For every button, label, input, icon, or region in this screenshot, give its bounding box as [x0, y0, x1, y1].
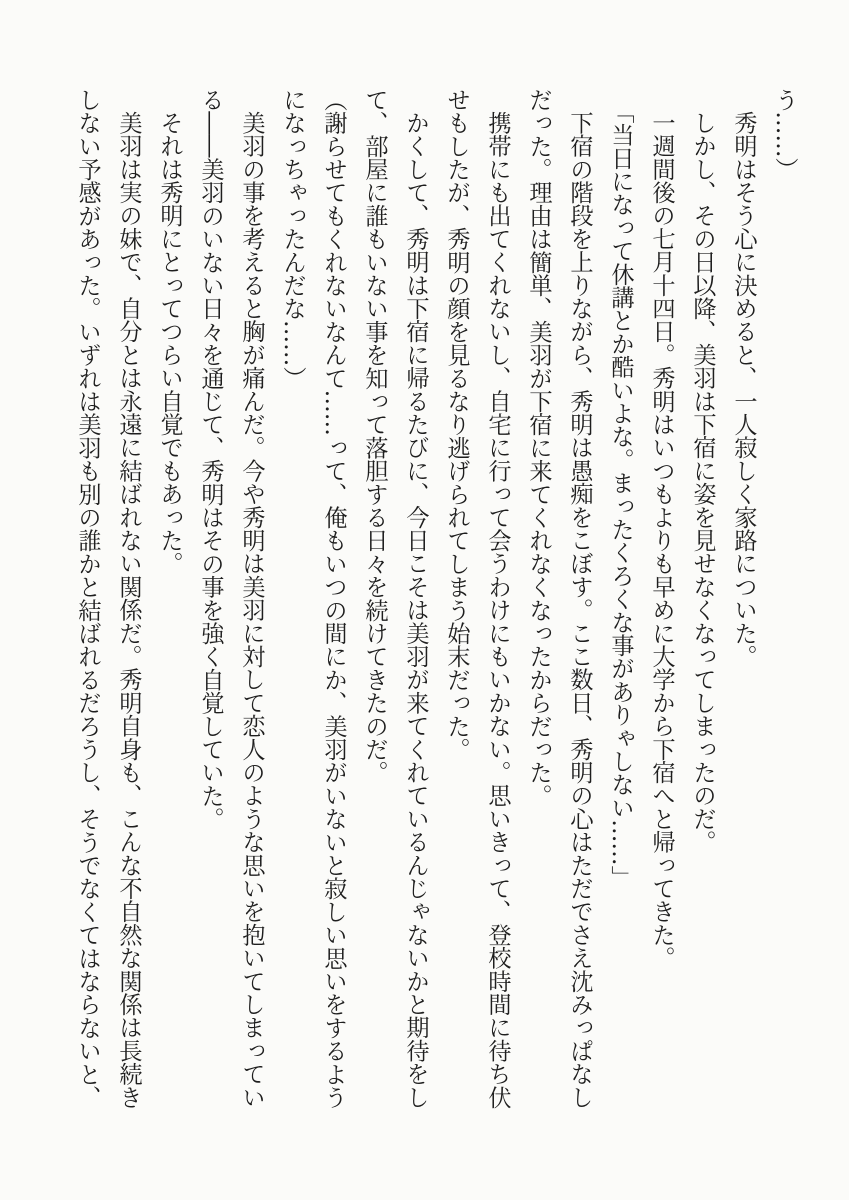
vertical-text-block [67, 88, 805, 1110]
paragraph: 秀明はそう心に決めると、一人寂しく家路についた。 [730, 111, 757, 668]
paragraph: それは秀明にとってつらい自覚でもあった。 [156, 111, 183, 576]
paragraph: 下宿の階段を上りながら、秀明は愚痴をこぼす。ここ数日、秀明の心はただでさえ沈みっぱなしだった。理由は簡単、美羽が下宿に来てくれなくなったからだった。 [525, 88, 593, 1109]
paragraph: 一週間後の七月十四日。秀明はいつもよりも早めに大学から下宿へと帰ってきた。 [648, 111, 675, 970]
paragraph: う……） [771, 88, 798, 181]
paragraph: （謝らせてもくれないなんて……って、俺もいつの間にか、美羽がいないと寂しい思いをするようになっちゃったんだな……） [279, 88, 347, 1109]
paragraph: 「当日になって休講とか酷いよな。まったくろくな事がありゃしない……」 [607, 99, 634, 889]
paragraph: しかし、その日以降、美羽は下宿に姿を見せなくなってしまったのだ。 [689, 111, 716, 854]
paragraph: 美羽は実の妹で、自分とは永遠に結ばれない関係だ。秀明自身も、こんな不自然な関係は長続きしない予感があった。いずれは美羽も別の誰かと結ばれるだろうし、そうでなくてはならないと、 [74, 88, 142, 1109]
paragraph: 携帯にも出てくれないし、自宅に行って会うわけにもいかない。思いきって、登校時間に待ち伏せもしたが、秀明の顔を見るなり逃げられてしまう始末だった。 [443, 88, 511, 1109]
paragraph: 美羽の事を考えると胸が痛んだ。今や秀明は美羽に対して恋人のような思いを抱いてしまっている――美羽のいない日々を通じて、秀明はその事を強く自覚していた。 [197, 88, 265, 1109]
paragraph: かくして、秀明は下宿に帰るたびに、今日こそは美羽が来てくれているんじゃないかと期待をして、部屋に誰もいない事を知って落胆する日々を続けてきたのだ。 [361, 88, 429, 1109]
